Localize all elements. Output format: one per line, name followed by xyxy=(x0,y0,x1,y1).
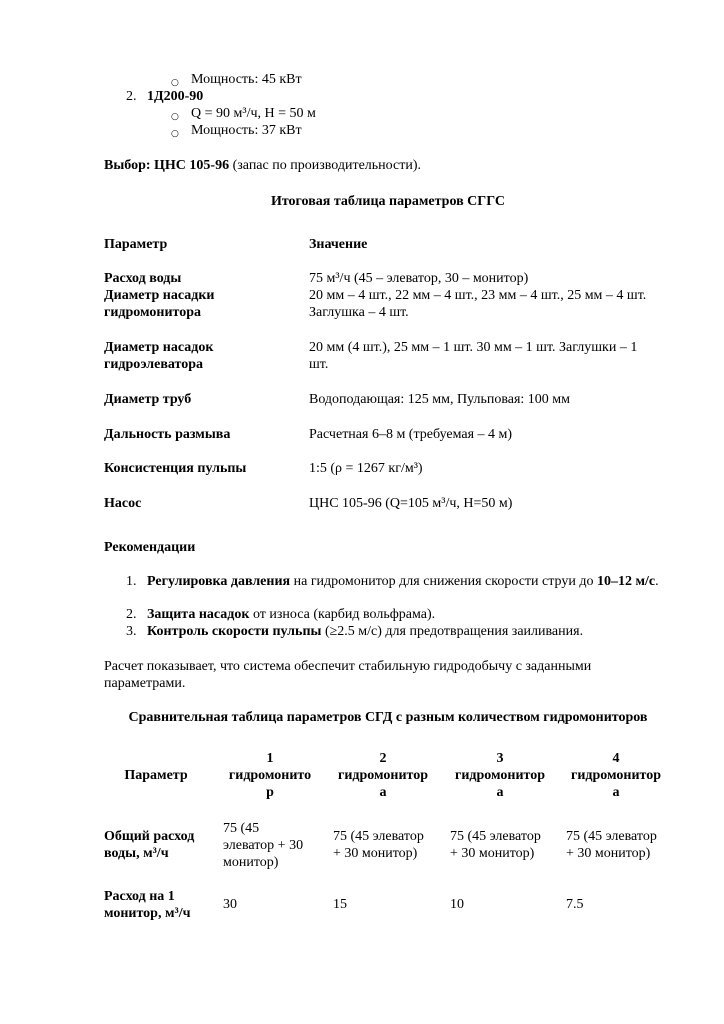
comparison-cell: монитор) xyxy=(223,855,279,870)
summary-header-value: Значение xyxy=(309,237,368,252)
summary-table-title: Итоговая таблица параметров СГГС xyxy=(270,194,506,209)
recommendation-bold: Защита насадок xyxy=(147,607,250,622)
summary-value: 75 м³/ч (45 – элеватор, 30 – монитор) xyxy=(309,271,529,286)
col-label: гидромонитор xyxy=(571,768,661,783)
comparison-cell: 75 (45 элеватор xyxy=(566,829,657,844)
summary-param: Диаметр труб xyxy=(104,392,192,407)
bullet-circle-icon: ○ xyxy=(171,112,179,122)
col-label: р xyxy=(266,785,274,800)
col-label: гидромонитор xyxy=(338,768,428,783)
col-count: 4 xyxy=(612,751,620,766)
recommendations-heading: Рекомендации xyxy=(104,540,196,555)
recommendation-text: от износа (карбид вольфрама). xyxy=(249,607,436,622)
comparison-cell: + 30 монитор) xyxy=(450,846,535,861)
summary-param: Диаметр насадки гидромонитора xyxy=(104,288,215,320)
comparison-cell: 75 (45 элеватор xyxy=(333,829,424,844)
recommendation-bold: 10–12 м/с xyxy=(596,574,656,589)
col-label: гидромонитор xyxy=(455,768,545,783)
recommendation-bold: Контроль скорости пульпы xyxy=(147,624,322,639)
col-label: а xyxy=(379,785,387,800)
recommendation-item xyxy=(147,573,665,590)
col-count: 1 xyxy=(266,751,274,766)
comparison-cell: + 30 монитор) xyxy=(566,846,651,861)
summary-value: Расчетная 6–8 м (требуемая – 4 м) xyxy=(309,427,513,442)
summary-param: Диаметр насадок гидроэлеватора xyxy=(104,340,214,372)
comparison-row-label: воды, м³/ч xyxy=(104,846,169,861)
summary-param: Расход воды xyxy=(104,271,182,286)
summary-param: Насос xyxy=(104,496,142,511)
summary-value: ЦНС 105-96 (Q=105 м³/ч, H=50 м) xyxy=(309,496,513,511)
list-item-number: 2. xyxy=(126,607,137,622)
list-item-number: 2. xyxy=(126,89,137,104)
col-count: 2 xyxy=(379,751,387,766)
pump-choice-text: (запас по производительности). xyxy=(229,158,421,173)
col-count: 3 xyxy=(496,751,504,766)
pump-choice xyxy=(104,157,421,174)
comparison-cell: элеватор + 30 xyxy=(223,838,304,853)
conclusion-paragraph: Расчет показывает, что система обеспечит стабильную гидродобычу с заданными параметрами. xyxy=(104,659,592,691)
summary-value: 1:5 (ρ = 1267 кг/м³) xyxy=(309,461,423,476)
recommendation-text: на гидромонитор для снижения скорости струи до xyxy=(290,574,597,589)
summary-value: 20 мм (4 шт.), 25 мм – 1 шт. 30 мм – 1 шт. Заглушки – 1 шт. xyxy=(309,340,638,372)
comparison-cell: 10 xyxy=(450,897,464,912)
recommendation-text: (≥2.5 м/с) для предотвращения заиливания. xyxy=(321,624,584,639)
pump1-power: Мощность: 45 кВт xyxy=(191,72,302,87)
comparison-cell: 15 xyxy=(333,897,347,912)
list-item-number: 1. xyxy=(126,574,137,589)
pump2-flow: Q = 90 м³/ч, H = 50 м xyxy=(191,106,316,121)
col-label: а xyxy=(612,785,620,800)
recommendation-item xyxy=(147,623,583,640)
bullet-circle-icon: ○ xyxy=(171,78,179,88)
comparison-row-label: Общий расход xyxy=(104,829,195,844)
summary-value: Водоподающая: 125 мм, Пульповая: 100 мм xyxy=(309,392,571,407)
comparison-row-label: Расход на 1 xyxy=(104,889,175,904)
summary-header-param: Параметр xyxy=(104,237,168,252)
comparison-cell: 7.5 xyxy=(566,897,584,912)
summary-param: Консистенция пульпы xyxy=(104,461,247,476)
pump2-title: 1Д200-90 xyxy=(147,89,204,104)
col-label: а xyxy=(496,785,504,800)
recommendation-tail: . xyxy=(655,574,659,589)
recommendation-item xyxy=(147,606,435,623)
summary-param: Дальность размыва xyxy=(104,427,231,442)
recommendation-bold: Регулировка давления xyxy=(147,574,291,589)
pump-choice-label: Выбор: ЦНС 105-96 xyxy=(104,158,230,173)
list-item-number: 3. xyxy=(126,624,137,639)
comparison-row-label: монитор, м³/ч xyxy=(104,906,191,921)
comparison-cell: 75 (45 xyxy=(223,821,260,836)
bullet-circle-icon: ○ xyxy=(171,129,179,139)
summary-value: 20 мм – 4 шт., 22 мм – 4 шт., 23 мм – 4 шт., 25 мм – 4 шт. Заглушка – 4 шт. xyxy=(309,288,647,320)
comparison-cell: 75 (45 элеватор xyxy=(450,829,541,844)
comparison-cell: + 30 монитор) xyxy=(333,846,418,861)
comparison-cell: 30 xyxy=(223,897,237,912)
comparison-header-param: Параметр xyxy=(124,768,188,783)
col-label: гидромонито xyxy=(228,768,312,783)
pump2-power: Мощность: 37 кВт xyxy=(191,123,302,138)
comparison-table-title: Сравнительная таблица параметров СГД с разным количеством гидромониторов xyxy=(128,710,648,725)
